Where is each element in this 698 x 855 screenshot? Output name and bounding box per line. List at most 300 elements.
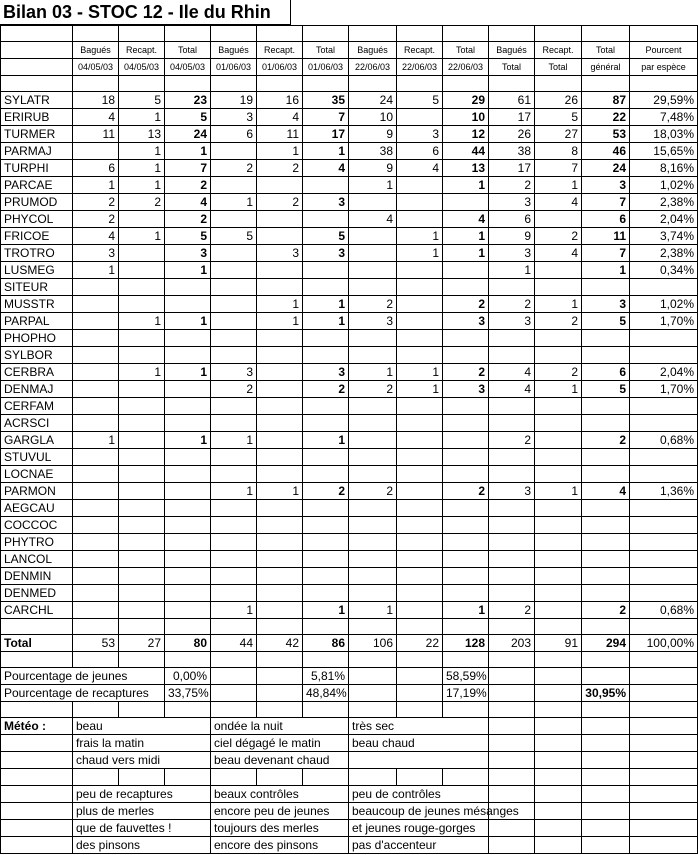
value-cell	[119, 432, 165, 449]
empty-cell	[443, 652, 489, 668]
value-cell	[257, 381, 303, 398]
value-cell	[211, 517, 257, 534]
value-cell	[73, 279, 119, 296]
value-cell	[211, 415, 257, 432]
spacer-row	[1, 619, 698, 635]
species-code: ACRSCI	[1, 415, 73, 432]
species-code: LUSMEG	[1, 262, 73, 279]
value-cell: 18	[73, 92, 119, 109]
value-cell	[349, 330, 397, 347]
value-cell	[582, 347, 630, 364]
remark-note: et jeunes rouge-gorges	[349, 820, 489, 837]
value-cell	[397, 466, 443, 483]
total-cell: 91	[535, 635, 582, 652]
value-cell	[535, 279, 582, 296]
value-cell	[535, 585, 582, 602]
column-header: 22/06/03	[443, 59, 489, 76]
value-cell	[73, 602, 119, 619]
value-cell	[119, 262, 165, 279]
total-cell: 42	[257, 635, 303, 652]
column-header: Total	[535, 59, 582, 76]
value-cell	[397, 262, 443, 279]
empty-cell	[303, 652, 349, 668]
empty-cell	[1, 735, 73, 752]
value-cell: 1	[303, 313, 349, 330]
empty-cell	[1, 652, 73, 668]
value-cell: 7	[303, 109, 349, 126]
empty-cell	[443, 619, 489, 635]
empty-cell	[489, 26, 535, 42]
species-code: GARGLA	[1, 432, 73, 449]
value-cell	[165, 483, 211, 500]
value-cell: 18,03%	[630, 126, 698, 143]
spacer-row	[1, 26, 698, 42]
value-cell	[119, 449, 165, 466]
value-cell	[349, 279, 397, 296]
empty-cell	[303, 26, 349, 42]
value-cell: 24	[582, 160, 630, 177]
empty-cell	[489, 702, 535, 718]
meteo-note: frais la matin	[73, 735, 211, 752]
value-cell	[257, 347, 303, 364]
value-cell: 11	[257, 126, 303, 143]
value-cell	[211, 296, 257, 313]
value-cell	[119, 585, 165, 602]
value-cell	[119, 347, 165, 364]
value-cell: 17	[303, 126, 349, 143]
empty-cell	[535, 803, 582, 820]
value-cell	[257, 449, 303, 466]
value-cell	[397, 398, 443, 415]
header-cell	[1, 59, 73, 76]
value-cell: 13	[443, 160, 489, 177]
empty-cell	[303, 702, 349, 718]
remark-note: pas d'accenteur	[349, 837, 489, 854]
value-cell	[303, 347, 349, 364]
species-row	[1, 92, 698, 109]
empty-cell	[349, 76, 397, 92]
species-row	[1, 381, 698, 398]
spacer-row	[1, 76, 698, 92]
value-cell	[630, 517, 698, 534]
value-cell	[257, 517, 303, 534]
value-cell	[165, 449, 211, 466]
empty-cell	[1, 786, 73, 803]
empty-cell	[1, 619, 73, 635]
value-cell	[535, 517, 582, 534]
value-cell	[257, 398, 303, 415]
value-cell	[257, 432, 303, 449]
value-cell	[349, 500, 397, 517]
empty-cell	[489, 752, 535, 769]
value-cell	[443, 330, 489, 347]
pct-value: 17,19%	[443, 685, 489, 702]
value-cell: 2	[443, 296, 489, 313]
value-cell	[73, 364, 119, 381]
species-row	[1, 398, 698, 415]
value-cell	[630, 279, 698, 296]
meteo-note	[349, 752, 489, 769]
value-cell: 2	[119, 194, 165, 211]
value-cell	[582, 398, 630, 415]
column-header: 04/05/03	[73, 59, 119, 76]
value-cell: 27	[535, 126, 582, 143]
value-cell	[257, 262, 303, 279]
value-cell	[535, 500, 582, 517]
value-cell	[119, 551, 165, 568]
value-cell	[211, 279, 257, 296]
value-cell	[257, 279, 303, 296]
empty-cell	[582, 820, 630, 837]
meteo-note: beau devenant chaud	[211, 752, 349, 769]
value-cell: 3	[211, 364, 257, 381]
empty-cell	[535, 652, 582, 668]
value-cell: 0,68%	[630, 432, 698, 449]
meteo-note: ondée la nuit	[211, 718, 349, 735]
value-cell: 17	[489, 160, 535, 177]
value-cell	[303, 177, 349, 194]
value-cell: 2	[443, 483, 489, 500]
value-cell: 4	[582, 483, 630, 500]
species-code: STUVUL	[1, 449, 73, 466]
value-cell: 87	[582, 92, 630, 109]
species-code: PHOPHO	[1, 330, 73, 347]
bilan-table	[0, 25, 698, 854]
value-cell: 1	[257, 143, 303, 160]
empty-cell	[582, 668, 630, 685]
value-cell	[349, 449, 397, 466]
value-cell: 1,02%	[630, 177, 698, 194]
empty-cell	[489, 619, 535, 635]
species-row	[1, 551, 698, 568]
species-code: CERBRA	[1, 364, 73, 381]
value-cell: 1	[257, 483, 303, 500]
value-cell: 4	[73, 228, 119, 245]
value-cell: 7,48%	[630, 109, 698, 126]
value-cell	[257, 534, 303, 551]
value-cell	[73, 296, 119, 313]
value-cell: 23	[165, 92, 211, 109]
value-cell	[630, 500, 698, 517]
value-cell: 1	[119, 228, 165, 245]
value-cell	[535, 432, 582, 449]
value-cell: 4	[535, 245, 582, 262]
empty-cell	[119, 76, 165, 92]
value-cell: 17	[489, 109, 535, 126]
value-cell: 1	[165, 143, 211, 160]
value-cell	[165, 500, 211, 517]
value-cell	[211, 449, 257, 466]
value-cell: 4	[257, 109, 303, 126]
value-cell: 2	[489, 432, 535, 449]
empty-cell	[211, 619, 257, 635]
value-cell: 4	[489, 364, 535, 381]
empty-cell	[119, 26, 165, 42]
empty-cell	[397, 769, 443, 786]
value-cell	[119, 483, 165, 500]
empty-cell	[630, 76, 698, 92]
value-cell: 38	[489, 143, 535, 160]
empty-cell	[582, 837, 630, 854]
value-cell: 2	[303, 381, 349, 398]
value-cell	[489, 398, 535, 415]
value-cell	[257, 585, 303, 602]
pct-jeunes-label: Pourcentage de jeunes	[1, 668, 165, 685]
value-cell	[443, 279, 489, 296]
empty-cell	[349, 26, 397, 42]
empty-cell	[211, 76, 257, 92]
column-header: Recapt.	[257, 42, 303, 59]
empty-cell	[535, 76, 582, 92]
value-cell	[535, 347, 582, 364]
value-cell	[443, 534, 489, 551]
value-cell: 1	[165, 313, 211, 330]
empty-cell	[73, 652, 119, 668]
value-cell: 3	[489, 245, 535, 262]
species-row	[1, 534, 698, 551]
value-cell: 2,04%	[630, 364, 698, 381]
header-row	[1, 42, 698, 59]
empty-cell	[349, 769, 397, 786]
value-cell: 1	[443, 245, 489, 262]
value-cell	[582, 585, 630, 602]
value-cell: 24	[165, 126, 211, 143]
empty-cell	[165, 769, 211, 786]
value-cell	[397, 296, 443, 313]
empty-cell	[397, 702, 443, 718]
species-code: PARCAE	[1, 177, 73, 194]
value-cell	[443, 194, 489, 211]
species-row	[1, 449, 698, 466]
species-code: LANCOL	[1, 551, 73, 568]
value-cell: 1	[303, 602, 349, 619]
empty-cell	[630, 702, 698, 718]
empty-cell	[630, 803, 698, 820]
value-cell	[73, 466, 119, 483]
value-cell	[211, 347, 257, 364]
empty-cell	[349, 685, 397, 702]
value-cell	[165, 279, 211, 296]
remark-note: encore des pinsons	[211, 837, 349, 854]
value-cell	[535, 466, 582, 483]
value-cell	[535, 330, 582, 347]
value-cell	[303, 568, 349, 585]
species-code: DENMED	[1, 585, 73, 602]
value-cell: 1	[119, 313, 165, 330]
value-cell	[303, 585, 349, 602]
species-code: LOCNAE	[1, 466, 73, 483]
value-cell: 5	[303, 228, 349, 245]
value-cell	[443, 415, 489, 432]
meteo-row	[1, 718, 698, 735]
value-cell: 3	[211, 109, 257, 126]
value-cell	[349, 568, 397, 585]
species-code: PARMAJ	[1, 143, 73, 160]
value-cell: 3	[489, 313, 535, 330]
value-cell	[489, 449, 535, 466]
value-cell: 1	[119, 177, 165, 194]
empty-cell	[211, 652, 257, 668]
species-code: MUSSTR	[1, 296, 73, 313]
empty-cell	[165, 26, 211, 42]
empty-cell	[582, 735, 630, 752]
value-cell: 29,59%	[630, 92, 698, 109]
value-cell: 3	[165, 245, 211, 262]
value-cell: 2	[73, 211, 119, 228]
value-cell	[211, 211, 257, 228]
value-cell: 3	[257, 245, 303, 262]
value-cell: 6	[73, 160, 119, 177]
empty-cell	[535, 786, 582, 803]
empty-cell	[73, 26, 119, 42]
value-cell	[257, 177, 303, 194]
value-cell	[73, 143, 119, 160]
value-cell: 1	[303, 296, 349, 313]
remark-note: que de fauvettes !	[73, 820, 211, 837]
value-cell: 15,65%	[630, 143, 698, 160]
value-cell	[582, 330, 630, 347]
column-header: Bagués	[73, 42, 119, 59]
value-cell: 2	[165, 177, 211, 194]
value-cell: 1	[535, 381, 582, 398]
species-code: PHYTRO	[1, 534, 73, 551]
value-cell: 5	[119, 92, 165, 109]
value-cell	[443, 449, 489, 466]
value-cell: 8	[535, 143, 582, 160]
value-cell	[489, 534, 535, 551]
value-cell: 2	[535, 313, 582, 330]
value-cell: 1	[303, 432, 349, 449]
value-cell: 5	[165, 109, 211, 126]
value-cell: 38	[349, 143, 397, 160]
value-cell	[489, 585, 535, 602]
empty-cell	[1, 769, 73, 786]
value-cell	[397, 109, 443, 126]
value-cell	[397, 194, 443, 211]
value-cell	[630, 568, 698, 585]
value-cell	[73, 500, 119, 517]
value-cell	[489, 415, 535, 432]
value-cell	[303, 398, 349, 415]
value-cell	[630, 551, 698, 568]
column-header: 01/06/03	[211, 59, 257, 76]
empty-cell	[1, 752, 73, 769]
species-code: AEGCAU	[1, 500, 73, 517]
empty-cell	[397, 26, 443, 42]
value-cell: 6	[582, 211, 630, 228]
meteo-label: Météo :	[1, 718, 73, 735]
empty-cell	[535, 769, 582, 786]
value-cell: 6	[211, 126, 257, 143]
value-cell	[119, 245, 165, 262]
empty-cell	[211, 769, 257, 786]
value-cell	[73, 517, 119, 534]
value-cell: 1	[443, 228, 489, 245]
value-cell	[73, 483, 119, 500]
value-cell	[349, 194, 397, 211]
value-cell: 2	[349, 296, 397, 313]
value-cell: 46	[582, 143, 630, 160]
value-cell	[119, 296, 165, 313]
value-cell	[349, 245, 397, 262]
species-code: COCCOC	[1, 517, 73, 534]
value-cell: 2	[489, 602, 535, 619]
value-cell	[211, 262, 257, 279]
total-cell: 80	[165, 635, 211, 652]
column-header: 04/05/03	[119, 59, 165, 76]
species-row	[1, 296, 698, 313]
value-cell	[443, 585, 489, 602]
empty-cell	[535, 837, 582, 854]
empty-cell	[1, 820, 73, 837]
value-cell	[397, 517, 443, 534]
species-code: SYLBOR	[1, 347, 73, 364]
value-cell	[119, 415, 165, 432]
total-cell: 44	[211, 635, 257, 652]
value-cell	[73, 551, 119, 568]
value-cell	[630, 415, 698, 432]
value-cell: 1	[349, 177, 397, 194]
empty-cell	[630, 837, 698, 854]
value-cell	[73, 415, 119, 432]
value-cell	[303, 330, 349, 347]
empty-cell	[211, 685, 257, 702]
value-cell	[349, 551, 397, 568]
empty-cell	[582, 652, 630, 668]
pct-value: 0,00%	[165, 668, 211, 685]
empty-cell	[1, 702, 73, 718]
value-cell	[73, 313, 119, 330]
empty-cell	[582, 76, 630, 92]
value-cell: 1	[119, 364, 165, 381]
empty-cell	[630, 718, 698, 735]
empty-cell	[630, 652, 698, 668]
column-header: 01/06/03	[257, 59, 303, 76]
value-cell	[582, 449, 630, 466]
value-cell: 2	[535, 228, 582, 245]
value-cell: 3	[582, 296, 630, 313]
value-cell	[397, 432, 443, 449]
value-cell	[165, 381, 211, 398]
column-header: Recapt.	[397, 42, 443, 59]
column-header: Bagués	[349, 42, 397, 59]
column-header: Total	[165, 42, 211, 59]
value-cell	[211, 330, 257, 347]
empty-cell	[630, 769, 698, 786]
value-cell	[73, 347, 119, 364]
value-cell: 6	[489, 211, 535, 228]
remark-row	[1, 786, 698, 803]
empty-cell	[630, 752, 698, 769]
species-code: TROTRO	[1, 245, 73, 262]
empty-cell	[489, 769, 535, 786]
species-row	[1, 466, 698, 483]
empty-cell	[630, 786, 698, 803]
value-cell	[211, 534, 257, 551]
value-cell	[73, 381, 119, 398]
value-cell: 12	[443, 126, 489, 143]
species-code: CARCHL	[1, 602, 73, 619]
value-cell	[73, 398, 119, 415]
value-cell: 1	[535, 177, 582, 194]
meteo-note: chaud vers midi	[73, 752, 211, 769]
empty-cell	[119, 769, 165, 786]
empty-cell	[489, 668, 535, 685]
empty-cell	[165, 76, 211, 92]
empty-cell	[535, 735, 582, 752]
value-cell: 5	[211, 228, 257, 245]
total-cell: 100,00%	[630, 635, 698, 652]
